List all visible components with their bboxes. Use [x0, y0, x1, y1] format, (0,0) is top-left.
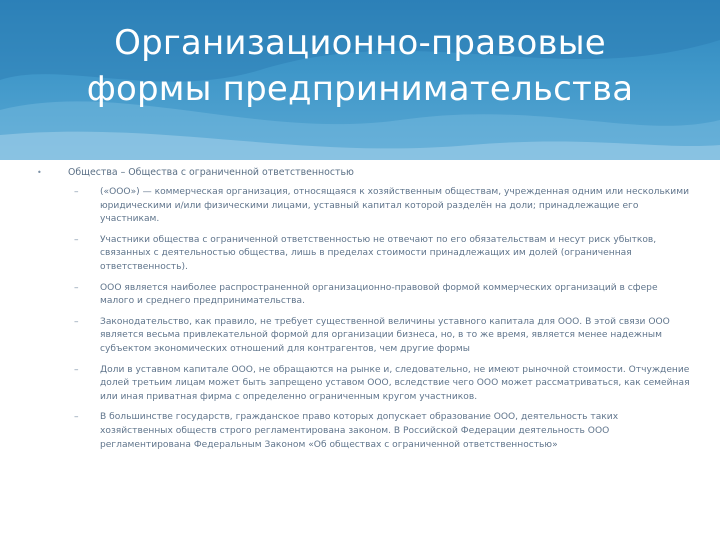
sub-bullet-list — [30, 186, 690, 452]
bullet-icon: • — [37, 168, 42, 177]
title-banner — [0, 0, 720, 160]
sub-bullet-item — [30, 411, 690, 452]
sub-bullet-text: Доли в уставном капитале ООО, не обращаются на рынке и, следовательно, не имеют рыночной стоимости. Отчуждение долей третьим лицам может быть запрещено уставом ООО, вследствие чего ООО может рассматриваться, как семейная или иная приватная фирма с определенно ограниченным кругом участников. — [100, 364, 690, 402]
sub-bullet-text: («ООО») — коммерческая организация, относящаяся к хозяйственным обществам, учрежденная одним или несколькими юридическими и/или физическими лицами, уставный капитал которой разделён на доли; принадлежащие его участникам. — [100, 187, 689, 225]
slide-body — [30, 166, 690, 459]
sub-bullet-item — [30, 282, 690, 309]
title-line-1: Организационно-правовые — [114, 23, 606, 63]
sub-bullet-item — [30, 364, 690, 405]
dash-icon: – — [74, 234, 79, 245]
main-bullet-text: Общества – Общества с ограниченной ответственностью — [68, 167, 354, 178]
main-bullet-item — [30, 166, 690, 180]
title-line-2: формы предпринимательства — [86, 69, 634, 109]
dash-icon: – — [74, 316, 79, 327]
sub-bullet-text: В большинстве государств, гражданское право которых допускает образование ООО, деятельность таких хозяйственных обществ строго регламентирована законом. В Российской Федерации деятельность ООО регламентирована Федеральным Законом «Об обществах с ограниченной ответственностью» — [100, 412, 619, 450]
dash-icon: – — [74, 187, 79, 197]
sub-bullet-item — [30, 234, 690, 275]
dash-icon: – — [74, 364, 79, 375]
sub-bullet-text: ООО является наиболее распространенной организационно-правовой формой коммерческих организаций в сфере малого и среднего предпринимательства. — [100, 282, 658, 307]
sub-bullet-item — [30, 316, 690, 357]
dash-icon: – — [74, 412, 79, 423]
sub-bullet-item — [30, 186, 690, 227]
sub-bullet-text: Законодательство, как правило, не требует существенной величины уставного капитала для ООО. В этой связи ООО является весьма привлекательной формой для организации бизнеса, но, в то же время, является менее надежным субъектом экономических отношений для контрагентов, чем другие формы — [100, 316, 670, 354]
sub-bullet-text: Участники общества с ограниченной ответственностью не отвечают по его обязательствам и несут риск убытков, связанных с деятельностью общества, лишь в пределах стоимости принадлежащих им долей (ограниченная ответственность). — [100, 234, 657, 272]
slide-title — [0, 20, 720, 112]
dash-icon: – — [74, 282, 79, 293]
